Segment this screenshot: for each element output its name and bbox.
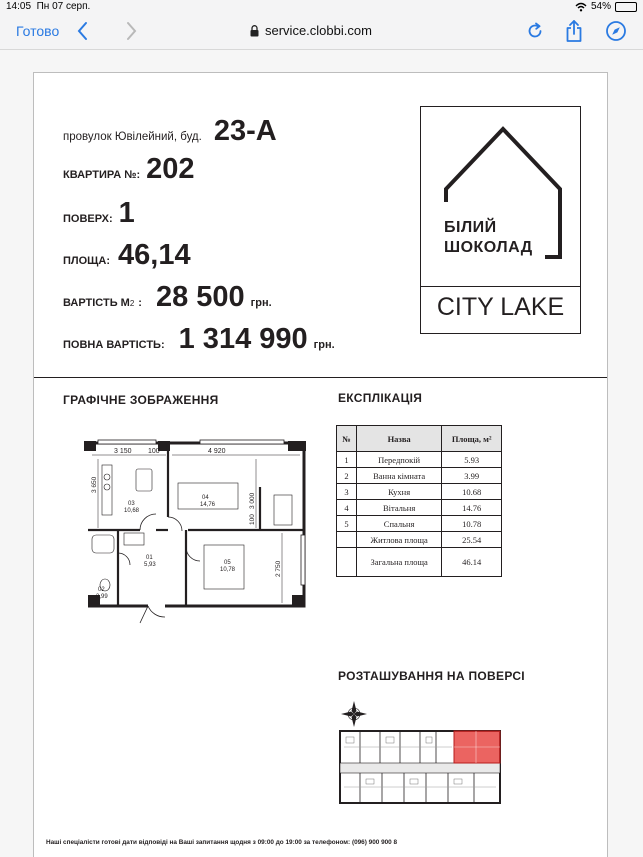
living-area-value: 25.54 — [442, 532, 502, 548]
col-name-header: Назва — [356, 426, 441, 452]
total-price-currency: грн. — [313, 339, 335, 351]
web-content[interactable] — [0, 50, 643, 857]
col-area-header: Площа, м² — [442, 426, 502, 452]
compass-icon[interactable] — [605, 20, 627, 42]
area-value: 46,14 — [118, 239, 191, 271]
status-bar — [0, 0, 643, 14]
room-02-area: 3,99 — [96, 594, 108, 600]
col-number-header: № — [337, 426, 357, 452]
section-divider — [34, 377, 607, 378]
location-title: РОЗТАШУВАННЯ НА ПОВЕРСІ — [338, 669, 525, 683]
area-label: ПЛОЩА: — [63, 255, 110, 267]
explication-title: ЕКСПЛІКАЦІЯ — [338, 391, 423, 405]
room-03-number: 03 — [128, 501, 135, 507]
area-row — [63, 239, 191, 272]
dim-100-side: 100 — [249, 514, 256, 525]
floor-row — [63, 197, 135, 230]
done-button[interactable]: Готово — [16, 23, 60, 39]
house-outline-icon — [421, 107, 580, 287]
living-area-row — [337, 532, 502, 548]
back-icon[interactable] — [76, 20, 88, 42]
dim-3150: 3 150 — [114, 448, 132, 455]
table-row: 2 Ванна кімната 3.99 — [337, 468, 502, 484]
share-icon[interactable] — [564, 19, 584, 43]
room-04-number: 04 — [202, 495, 209, 501]
battery-percent: 54% — [590, 1, 611, 12]
total-area-value: 46.14 — [442, 548, 502, 577]
floor-plan-drawing — [78, 435, 310, 625]
total-price-row — [63, 323, 335, 356]
table-row: 4 Вітальня 14.76 — [337, 500, 502, 516]
compass-rose-icon — [341, 701, 367, 727]
footer-contact-note: Наші спеціалісти готові дати відповіді на Ваші запитання щодня з 09:00 до 19:00 за телефоном: (096) 900 900 8 — [46, 839, 398, 846]
dim-100-top: 100 — [148, 448, 160, 455]
living-area-label: Житлова площа — [356, 532, 441, 548]
room-03-area: 10,68 — [124, 508, 140, 514]
logo-city-lake: CITY LAKE — [436, 293, 565, 321]
logo-line-1: БІЛИЙ — [444, 219, 497, 236]
dim-3000: 3 000 — [249, 492, 256, 509]
table-row: 1 Передпокій 5.93 — [337, 452, 502, 468]
room-05-area: 10,78 — [220, 567, 236, 573]
url-text: service.clobbi.com — [265, 23, 372, 38]
total-area-label: Загальна площа — [356, 548, 441, 577]
price-per-m2-sup: 2 — [129, 299, 135, 308]
room-01-area: 5,93 — [144, 562, 156, 568]
battery-icon — [615, 2, 637, 12]
forward-icon[interactable] — [126, 20, 138, 42]
logo-line-2: ШОКОЛАД — [444, 239, 533, 256]
room-04-area: 14,76 — [200, 502, 216, 508]
status-date: Пн 07 серп. — [36, 1, 91, 12]
plan-title: ГРАФІЧНЕ ЗОБРАЖЕННЯ — [63, 393, 219, 407]
price-per-m2-value: 28 500 — [155, 281, 245, 313]
explication-table — [336, 425, 502, 577]
dim-2750: 2 750 — [275, 560, 282, 577]
address-label: провулок Ювілейний, буд. — [63, 131, 202, 143]
total-area-row — [337, 548, 502, 577]
browser-toolbar — [0, 14, 643, 50]
room-02-number: 02 — [98, 587, 105, 593]
price-per-m2-currency: грн. — [250, 297, 272, 309]
price-per-m2-label: ВАРТІСТЬ М — [63, 297, 130, 309]
table-row: 5 Спальня 10.78 — [337, 516, 502, 532]
price-per-m2-colon: : — [138, 297, 142, 309]
floor-location-map — [336, 701, 516, 819]
status-time: 14:05 — [6, 1, 32, 12]
apartment-label: КВАРТИРА №: — [63, 169, 141, 181]
apartment-row — [63, 153, 195, 186]
table-header — [337, 426, 502, 452]
developer-logo — [420, 106, 581, 334]
floor-label: ПОВЕРХ: — [63, 213, 113, 225]
room-01-number: 01 — [146, 555, 153, 561]
price-per-m2-row — [63, 281, 272, 314]
total-price-value: 1 314 990 — [178, 323, 308, 355]
lock-icon — [250, 25, 259, 37]
table-row: 3 Кухня 10.68 — [337, 484, 502, 500]
address-bar[interactable] — [250, 23, 372, 38]
room-05-number: 05 — [224, 560, 231, 566]
dim-3650: 3 650 — [91, 476, 98, 493]
wifi-icon — [575, 2, 587, 12]
reload-icon[interactable] — [525, 21, 545, 41]
floor-number: 1 — [118, 197, 135, 229]
dim-4920: 4 920 — [208, 448, 226, 455]
total-price-label: ПОВНА ВАРТІСТЬ: — [63, 339, 165, 351]
apartment-number: 202 — [146, 153, 195, 185]
building-number: 23-А — [213, 115, 277, 147]
apartment-sheet — [33, 72, 608, 857]
address-row — [63, 115, 277, 148]
